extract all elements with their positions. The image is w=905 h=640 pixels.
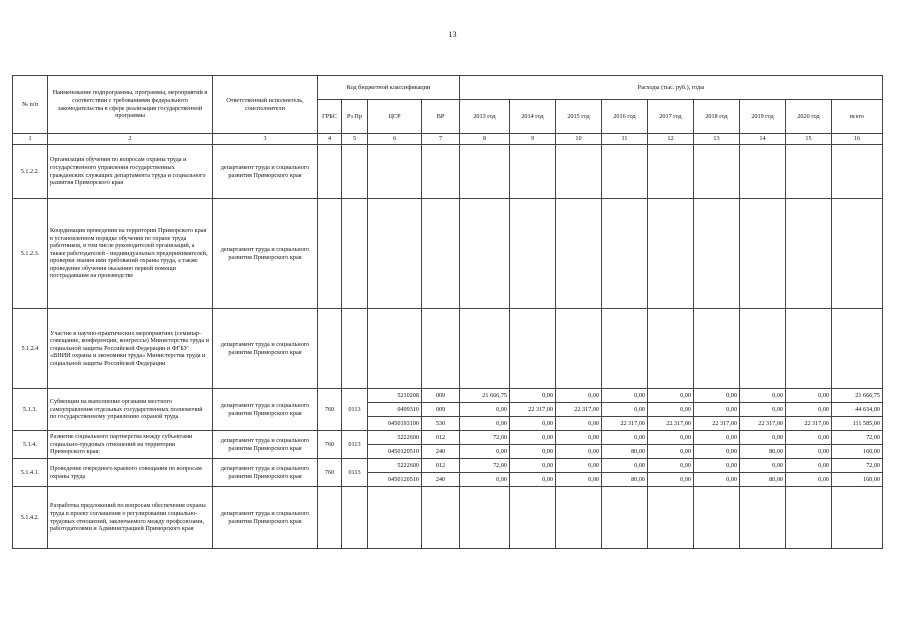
table-row: [13, 309, 883, 389]
row-empty-cell: [556, 487, 602, 549]
header-year: 2017 год: [648, 100, 694, 134]
row-value: 0,00: [510, 445, 556, 459]
row-executor: департамент труда и социального развития Приморского края: [213, 309, 318, 389]
row-number: 5.1.4.: [13, 431, 48, 459]
row-value: 0,00: [602, 459, 648, 473]
table-row: [13, 487, 883, 549]
row-csr: 5222600: [368, 459, 422, 473]
row-name: Субвенции на выполнение органами местного самоуправления отдельных государственных полномочий по государственному управлению охраной труда: [48, 389, 213, 431]
row-empty-cell: [460, 309, 510, 389]
row-empty-cell: [510, 487, 556, 549]
row-vr: 012: [422, 459, 460, 473]
row-value: 0,00: [556, 431, 602, 445]
row-empty-cell: [694, 309, 740, 389]
row-name: Координация проведения на территории Приморского края в установленном порядке обучения по охране труда работников, в том числе руководителей организаций, а также работодателей - индивидуальных предпринимателей, проверки знания ими требований охраны труда, а также проведение обучения оказанию первой помощи пострадавшим на производстве: [48, 199, 213, 309]
row-empty-cell: [740, 145, 786, 199]
row-empty-cell: [368, 145, 422, 199]
row-executor: департамент труда и социального развития Приморского края: [213, 459, 318, 487]
row-empty-cell: [786, 487, 832, 549]
row-value: 22 317,00: [648, 417, 694, 431]
row-rzpr: 0113: [342, 389, 368, 431]
column-number: 15: [786, 134, 832, 145]
row-value: 0,00: [694, 389, 740, 403]
row-value: 0,00: [556, 417, 602, 431]
row-name: Разработка предложений по вопросам обеспечения охраны труда в проект соглашения о регулировании социально-трудовых отношений, заключаемого между профсоюзами, работодателями и Администрацией Приморского края: [48, 487, 213, 549]
row-grbs: 760: [318, 431, 342, 459]
row-value: 22 317,00: [556, 403, 602, 417]
row-empty-cell: [510, 309, 556, 389]
row-number: 5.1.4.1.: [13, 459, 48, 487]
row-value: 0,00: [460, 403, 510, 417]
row-value: 0,00: [648, 473, 694, 487]
row-value: 0,00: [602, 431, 648, 445]
row-value: 0,00: [648, 389, 694, 403]
row-value: 0,00: [694, 431, 740, 445]
column-number: 2: [48, 134, 213, 145]
header-rzpr: Рз Пр: [342, 100, 368, 134]
row-value: 0,00: [740, 403, 786, 417]
row-executor: департамент труда и социального развития Приморского края: [213, 487, 318, 549]
row-empty-cell: [318, 309, 342, 389]
header-year: 2013 год: [460, 100, 510, 134]
row-empty-cell: [422, 487, 460, 549]
row-value: 0,00: [648, 459, 694, 473]
column-number: 3: [213, 134, 318, 145]
column-number: 14: [740, 134, 786, 145]
table-row: [13, 145, 883, 199]
column-number: 13: [694, 134, 740, 145]
header-total: всего: [832, 100, 883, 134]
row-executor: департамент труда и социального развития Приморского края: [213, 145, 318, 199]
row-empty-cell: [368, 309, 422, 389]
row-empty-cell: [460, 199, 510, 309]
row-value: 80,00: [602, 473, 648, 487]
row-vr: 009: [422, 403, 460, 417]
row-empty-cell: [510, 145, 556, 199]
row-value: 0,00: [602, 403, 648, 417]
row-empty-cell: [460, 487, 510, 549]
row-value: 160,00: [832, 445, 883, 459]
row-empty-cell: [694, 487, 740, 549]
column-number: 16: [832, 134, 883, 145]
row-grbs: 760: [318, 459, 342, 487]
column-number: 6: [368, 134, 422, 145]
row-empty-cell: [832, 199, 883, 309]
row-name: Развитие социального партнерства между субъектами социально-трудовых отношений на территории Приморского края:: [48, 431, 213, 459]
row-value: 0,00: [694, 403, 740, 417]
row-value: 72,00: [460, 431, 510, 445]
row-value: 44 634,00: [832, 403, 883, 417]
row-value: 80,00: [602, 445, 648, 459]
column-number: 5: [342, 134, 368, 145]
row-value: 0,00: [556, 459, 602, 473]
row-value: 22 317,00: [602, 417, 648, 431]
column-number: 7: [422, 134, 460, 145]
row-empty-cell: [786, 309, 832, 389]
row-empty-cell: [602, 487, 648, 549]
row-empty-cell: [648, 487, 694, 549]
row-value: 21 666,75: [460, 389, 510, 403]
row-number: 5.1.4.2.: [13, 487, 48, 549]
column-number: 1: [13, 134, 48, 145]
row-vr: 240: [422, 445, 460, 459]
table-row: [13, 459, 883, 473]
row-rzpr: 0113: [342, 459, 368, 487]
row-executor: департамент труда и социального развития Приморского края: [213, 389, 318, 431]
row-value: 160,00: [832, 473, 883, 487]
row-vr: 009: [422, 389, 460, 403]
row-value: 0,00: [510, 417, 556, 431]
row-empty-cell: [602, 309, 648, 389]
row-empty-cell: [422, 199, 460, 309]
row-empty-cell: [422, 309, 460, 389]
row-empty-cell: [694, 199, 740, 309]
row-value: 0,00: [648, 445, 694, 459]
row-empty-cell: [648, 145, 694, 199]
row-value: 0,00: [510, 389, 556, 403]
row-value: 22 317,00: [786, 417, 832, 431]
row-empty-cell: [342, 487, 368, 549]
row-name: Участие в научно-практических мероприятиях (семинар-совещание, конференции, конгрессы) Министерства труда и социальной защиты Российской Федерации и ФГБУ «ВНИИ охраны и экономики труда» Министерства труда и социальной защиты Российской Федерации: [48, 309, 213, 389]
column-number: 10: [556, 134, 602, 145]
row-empty-cell: [342, 145, 368, 199]
row-value: 80,00: [740, 445, 786, 459]
column-number: 8: [460, 134, 510, 145]
row-csr: 0499310: [368, 403, 422, 417]
row-empty-cell: [342, 199, 368, 309]
row-empty-cell: [342, 309, 368, 389]
row-value: 21 666,75: [832, 389, 883, 403]
row-vr: 240: [422, 473, 460, 487]
header-year: 2019 год: [740, 100, 786, 134]
row-vr: 530: [422, 417, 460, 431]
row-empty-cell: [556, 309, 602, 389]
header-grbs: ГРБС: [318, 100, 342, 134]
row-value: 0,00: [648, 431, 694, 445]
header-csr: ЦСР: [368, 100, 422, 134]
row-value: 0,00: [694, 445, 740, 459]
row-value: 0,00: [786, 431, 832, 445]
header-name: Наименование подпрограммы, программы, мероприятий в соответствии с требованиями федерального законодательства в сфере реализации государственной программы: [48, 76, 213, 134]
column-numbers-row: [13, 134, 883, 145]
row-value: 0,00: [556, 389, 602, 403]
column-number: 12: [648, 134, 694, 145]
row-empty-cell: [648, 199, 694, 309]
row-value: 0,00: [786, 459, 832, 473]
row-executor: департамент труда и социального развития Приморского края: [213, 431, 318, 459]
row-grbs: 760: [318, 389, 342, 431]
row-empty-cell: [602, 199, 648, 309]
row-value: 72,00: [832, 431, 883, 445]
row-value: 0,00: [786, 473, 832, 487]
row-empty-cell: [832, 487, 883, 549]
row-value: 0,00: [510, 459, 556, 473]
row-value: 72,00: [832, 459, 883, 473]
header-budget-group: Код бюджетной классификации: [318, 76, 460, 100]
row-empty-cell: [422, 145, 460, 199]
header-year: 2020 год: [786, 100, 832, 134]
column-number: 11: [602, 134, 648, 145]
row-value: 111 585,00: [832, 417, 883, 431]
header-year: 2014 год: [510, 100, 556, 134]
row-empty-cell: [556, 145, 602, 199]
row-value: 0,00: [786, 389, 832, 403]
row-value: 0,00: [740, 431, 786, 445]
row-empty-cell: [740, 309, 786, 389]
row-value: 22 317,00: [510, 403, 556, 417]
row-empty-cell: [368, 199, 422, 309]
row-empty-cell: [368, 487, 422, 549]
row-number: 5.1.2.3.: [13, 199, 48, 309]
row-empty-cell: [832, 309, 883, 389]
table-row: [13, 199, 883, 309]
row-value: 0,00: [648, 403, 694, 417]
row-rzpr: 0113: [342, 431, 368, 459]
row-empty-cell: [602, 145, 648, 199]
table-body: [13, 145, 883, 549]
table-row: [13, 389, 883, 403]
row-name: Организация обучения по вопросам охраны труда и государственного управления государственных гражданских служащих департамента труда и социального развития Приморского края: [48, 145, 213, 199]
row-empty-cell: [832, 145, 883, 199]
row-csr: 0450120510: [368, 473, 422, 487]
row-value: 0,00: [460, 417, 510, 431]
row-value: 0,00: [460, 445, 510, 459]
header-expense-group: Расходы (тыс. руб.), годы: [460, 76, 883, 100]
row-value: 0,00: [786, 403, 832, 417]
row-value: 0,00: [510, 431, 556, 445]
row-value: 0,00: [510, 473, 556, 487]
header-year: 2015 год: [556, 100, 602, 134]
row-value: 0,00: [602, 389, 648, 403]
row-empty-cell: [694, 145, 740, 199]
row-number: 5.1.3.: [13, 389, 48, 431]
row-number: 5.1.2.4: [13, 309, 48, 389]
row-value: 0,00: [556, 473, 602, 487]
row-empty-cell: [510, 199, 556, 309]
row-value: 0,00: [740, 459, 786, 473]
row-csr: 0450193100: [368, 417, 422, 431]
row-csr: 0450120510: [368, 445, 422, 459]
row-empty-cell: [318, 487, 342, 549]
row-empty-cell: [648, 309, 694, 389]
row-csr: 5222600: [368, 431, 422, 445]
page-number: 13: [448, 30, 457, 39]
header-year: 2018 год: [694, 100, 740, 134]
budget-table: [12, 75, 883, 549]
header-exec: Ответственный исполнитель, соисполнители: [213, 76, 318, 134]
column-number: 9: [510, 134, 556, 145]
row-executor: департамент труда и социального развития Приморского края: [213, 199, 318, 309]
row-value: 22 317,00: [740, 417, 786, 431]
row-empty-cell: [460, 145, 510, 199]
row-empty-cell: [740, 487, 786, 549]
table-header: [13, 76, 883, 145]
row-value: 0,00: [556, 445, 602, 459]
column-number: 4: [318, 134, 342, 145]
row-value: 80,00: [740, 473, 786, 487]
header-vr: ВР: [422, 100, 460, 134]
table-row: [13, 431, 883, 445]
row-empty-cell: [786, 199, 832, 309]
row-value: 72,00: [460, 459, 510, 473]
row-value: 0,00: [694, 459, 740, 473]
row-vr: 012: [422, 431, 460, 445]
row-csr: 5210208: [368, 389, 422, 403]
row-empty-cell: [318, 199, 342, 309]
row-value: 0,00: [740, 389, 786, 403]
row-value: 0,00: [694, 473, 740, 487]
header-num: № п/п: [13, 76, 48, 134]
row-value: 0,00: [460, 473, 510, 487]
row-value: 22 317,00: [694, 417, 740, 431]
header-year: 2016 год: [602, 100, 648, 134]
row-empty-cell: [740, 199, 786, 309]
row-name: Проведение очередного краевого совещания по вопросам охраны труда: [48, 459, 213, 487]
row-empty-cell: [786, 145, 832, 199]
row-empty-cell: [556, 199, 602, 309]
row-value: 0,00: [786, 445, 832, 459]
row-empty-cell: [318, 145, 342, 199]
row-number: 5.1.2.2.: [13, 145, 48, 199]
